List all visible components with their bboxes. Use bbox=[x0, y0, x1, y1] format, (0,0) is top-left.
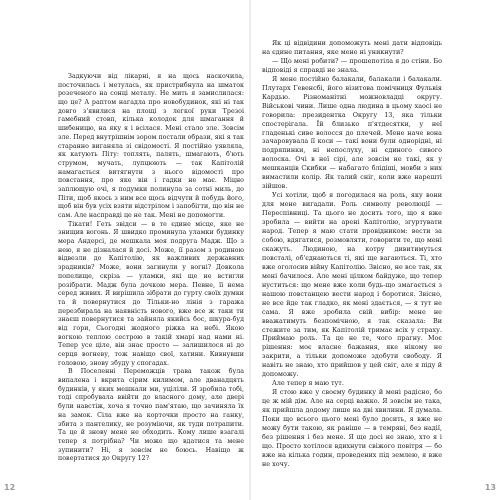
paragraph: Я стою вже у своєму будинку й мені радісно, бо це ж мій дім. Але на серці важко. Я зовсім не така, як прийшла додому лише на дві хвилини. Я думала. Поки що всього цього мені було досить, я вже не можу бути такою, як раніше — в темряві, без надії, без рішення і без мене. Я ще досі не знаю, хто я і що. Просто хотілося вдихнути свіжого повітря — бо вже на кілька годин, проведених під землею, я вже не хочу. bbox=[262, 388, 442, 468]
page-number-right: 13 bbox=[484, 483, 496, 492]
left-page-text bbox=[58, 73, 244, 464]
paragraph: В Поселенні Переможців трава також була випалена і вкрита сірим килимом, але дванадцять будинків, у яких мешкали ми, уціліли. Я зробила тобі, тоді спробувала ввійти до власного дому, але двері були навстіж, хоча я точно пам'ятаю, що зачиняла їх на замок. Сіла вже на корточки просто на ганку, збита з пантелику, не розуміючи, як туди потрапити. Та це й знову мене не обходить. Кому лише взагалі тепер я потрібна? Чи може що вдатися та мене зупинити? Ні, я зовсім не боюсь. Навіщо ж повертатися до Округу 12? bbox=[58, 368, 244, 463]
paragraph: — Що мені робити? — прошепотіла я до стіни. Бо відповіді я справді не знала. bbox=[262, 56, 442, 74]
paragraph: Задкуючи від лікарні, я на щось наскочила, посточилась і метулась, як пристрибнула на шматок розеченого на сонці металу. Не мить я замислилася: що це? А раптом нагадла про новобудинок, які ні так довго з'явилися на площі з легкої руки Трезоі гамебний стовп, кілька колодок для шмагання й шибеницю, на яку я і всілася. Мені стало зле. Зовсім зле. Перед внутрішнім зором постали образи, які я так старанно виганяла зі свідомості. Я постійно уявляла, як катують Піту: топлять, палять, шмагають, б'ють струмом, мучать, лупцюють — так Капітолій намагається витягнути з нього відомості про повстання, про яке він і гадки не має. Міцно заплющую очі, я подумки полинула за сотні миль, до Піти, щоб якось з ним все щось відчути й побудь його, щоб він був усіх взяти відстрілом і запобігти, що він не сам. Але насправді це не так. Мені не допомогти. bbox=[58, 73, 244, 219]
paragraph: Я мене постійно балакали, балакали і балакали. Плутарх Гевенсбі, його візитова помічниця Фульвія Кардью. Різноманітні можновладці округу. Військові чини. Лише одна людина в цьому хаосі не говорила: президентка Округу 13, яка тільки спостерігала. Їй близько п'ятдесятки, у неї гладенькі сиве волосся до плечей. Мене наче вона зачаровувала її коси — такі вони були однорідні, ні подряпинки, ні непослуху, ні єдиного сивого волоска. Очі в неї сірі, але зовсім не такі, як у мешканців Скибки — набагато блідіші, мовби з них вимастили колір. Як талий сніг, коли вже нарешті зійшов. bbox=[262, 74, 442, 191]
right-page bbox=[250, 0, 500, 500]
page-number-left: 12 bbox=[4, 483, 16, 492]
paragraph: Усі хотіли, щоб я погодилася на роль, яку вони для мене вигадали. Роль символу революції — Переспівниці. Та цього не досить того, що я вже зробила — вийти на арені Капітолію, згуртувати народ. Тепер я маю стати провідником: вести за собою, вдягатися, розмовляти, говорити те, що мені скажуть. Людиною, на котру дивитимуться повсталі, об'єднаються ті, які ще вагаються. Ті, хто вже оголосив війну Капітолію. Звісно, не все так, як мені бачилося. Але мені цілком байдуже, що тепер нуститься: що мене вже коли будь-що змагається з нашою повстанцею вести народ і боротися. Звісно, не все йде так гладко, як мені здається, — я тут не сама. Я вже зробила свій вибір: мене не вважатимуть безпомічною, я так сказала: Ви стежите за тим, як Капітолій тримає всіх у страху. Приймаю роль. Та це не те, чого прагну. Моє рішення: моє власне бажання, яке нікому не закрити, а тільки допоможе здобути свободу. Я навіть не знаю, хто прийшов у цей світ, але я піду й допоможу. bbox=[262, 191, 442, 379]
paragraph: Але тепер я маю тут. bbox=[272, 379, 344, 388]
paragraph: Як ці відвідини допоможуть мені дати відповідь на єдине питання, яке мене ні уникнути? bbox=[262, 39, 442, 56]
paragraph: Тікати! Геть звідси — в те єдине місце, яке не знищив вогонь. Я швидко проминула уламки будинку мера Андерсі, де мешкала моя подруга Мадж. Що з нею, я не дізналася й досі. Може, її разом з родиною відвезли до Капітолію, як важливих державних зрадників? Може, вони загинули у вогні? Довкола попелище, скрізь — уламки, які ще не встигли розібрати. Мадж була дочкою мера. Певне, її нема серед живих. Я вирішила зібрати до гурту своїх думки та й повернутися до Тільки-но лінія з гаража перезбирала на наявність нового, вже все ж таки ти знаєш повернутися та зайняла якийсь бос, шкура-буд від гори, Сьогодні жодного ріжка на небі. Якою вогкою теплою сестрою в такій хмарі над нами ні. Тепер усе ціле, він знає просто — залишилося ні до серця вогневу, тож навіщо свої, хатини. Кивнувши головою, знову збуду у спогадах. bbox=[58, 220, 244, 367]
right-page-text bbox=[262, 39, 442, 469]
